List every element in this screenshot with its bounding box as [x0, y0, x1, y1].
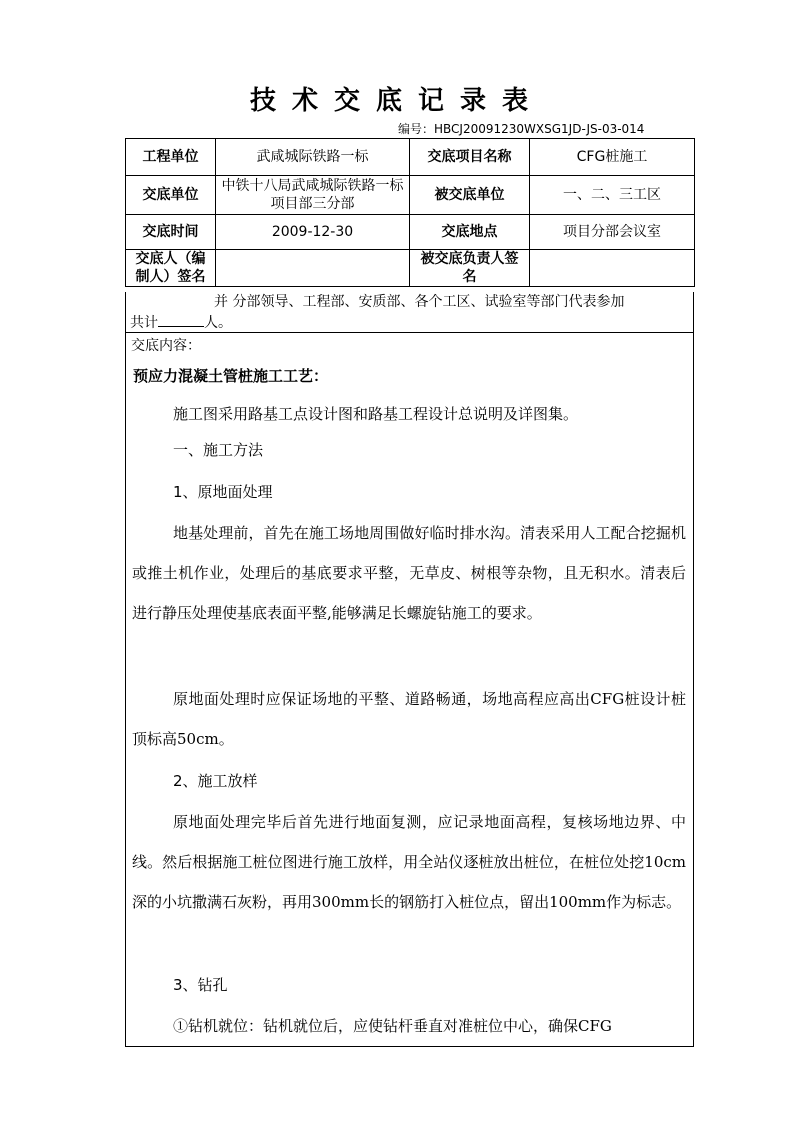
table-row	[126, 250, 695, 287]
signer-label: 交底人（编制人）签名	[126, 250, 216, 287]
content-label: 交底内容：	[131, 338, 201, 354]
item-label: 交底项目名称	[410, 139, 530, 176]
to-value: 一、二、三工区	[530, 176, 695, 215]
table-row	[126, 215, 695, 250]
participants-count-blank[interactable]	[158, 312, 204, 327]
paragraph: 地基处理前，首先在施工场地周围做好临时排水沟。清表采用人工配合挖掘机或推土机作业，处理后的基底要求平整，无草皮、树根等杂物，且无积水。清表后进行静压处理使基底表面平整,能够满足长螺旋钻施工的要求。	[132, 524, 686, 622]
paragraph: 原地面处理完毕后首先进行地面复测，应记录地面高程，复核场地边界、中线。然后根据施工桩位图进行施工放样，用全站仪逐桩放出桩位，在桩位处挖10cm深的小坑撒满石灰粉，再用300mm长的钢筋打入桩位点，留出100mm作为标志。	[132, 813, 686, 911]
to-label: 被交底单位	[410, 176, 530, 215]
subsection-heading: 2、施工放样	[173, 772, 258, 790]
time-label: 交底时间	[126, 215, 216, 250]
section-heading: 一、施工方法	[173, 441, 264, 459]
time-value: 2009-12-30	[216, 215, 410, 250]
participants-suffix: 人。	[204, 315, 232, 331]
table-row	[126, 176, 695, 215]
place-value: 项目分部会议室	[530, 215, 695, 250]
from-value: 中铁十八局武咸城际铁路一标项目部三分部	[216, 176, 410, 215]
subsection-heading: 1、原地面处理	[173, 483, 273, 501]
participants-line: 并 分部领导、工程部、安质部、各个工区、试验室等部门代表参加	[214, 294, 625, 310]
receiver-label: 被交底负责人签名	[410, 250, 530, 287]
participants-prefix: 共计	[130, 315, 158, 331]
content-box	[125, 292, 694, 1047]
table-row	[126, 139, 695, 176]
participants-count-line	[130, 312, 232, 333]
receiver-field[interactable]	[530, 250, 695, 287]
participants-row	[126, 292, 693, 333]
subsection-heading: 3、钻孔	[173, 976, 228, 994]
item-value: CFG桩施工	[530, 139, 695, 176]
unit-value: 武咸城际铁路一标	[216, 139, 410, 176]
signer-field[interactable]	[216, 250, 410, 287]
unit-label: 工程单位	[126, 139, 216, 176]
document-number: 编号：HBCJ20091230WXSG1JD-JS-03-014	[398, 122, 645, 136]
paragraph: 原地面处理时应保证场地的平整、道路畅通，场地高程应高出CFG桩设计桩顶标高50cm。	[132, 690, 686, 748]
intro-paragraph: 施工图采用路基工点设计图和路基工程设计总说明及详图集。	[173, 405, 579, 423]
page-title: 技术交底记录表	[249, 86, 544, 116]
from-label: 交底单位	[126, 176, 216, 215]
paragraph: ①钻机就位：钻机就位后，应使钻杆垂直对准桩位中心，确保CFG	[173, 1017, 612, 1035]
content-title: 预应力混凝土管桩施工工艺：	[133, 367, 329, 385]
info-table	[125, 138, 695, 287]
place-label: 交底地点	[410, 215, 530, 250]
